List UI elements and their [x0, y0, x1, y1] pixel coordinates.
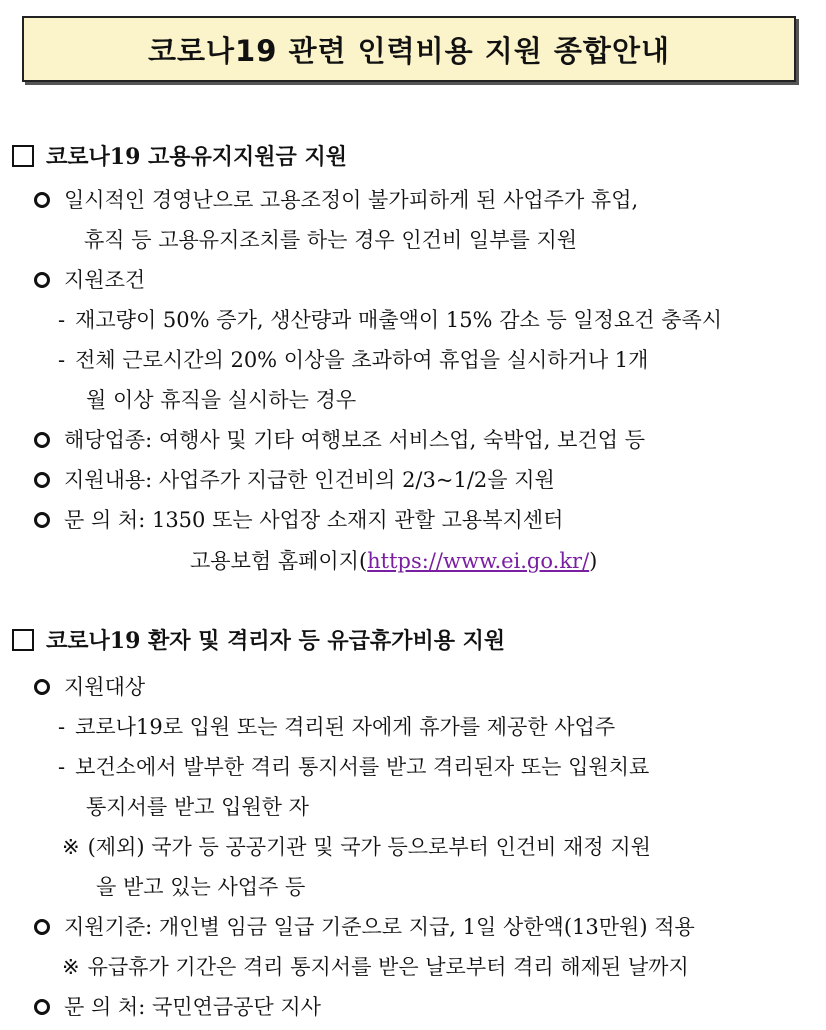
- target-text: 보건소에서 발부한 격리 통지서를 받고 격리된자 또는 입원치료: [75, 755, 650, 779]
- target-text: 통지서를 받고 입원한 자: [86, 795, 309, 819]
- section2-heading-text: 코로나19 환자 및 격리자 등 유급휴가비용 지원: [46, 628, 506, 654]
- section2-heading: [12, 626, 505, 656]
- section1-bullet1: [34, 185, 638, 215]
- page-title: 코로나19 관련 인력비용 지원 종합안내: [148, 33, 670, 68]
- section2-target2-cont: [86, 792, 309, 822]
- circle-bullet-icon: [34, 272, 50, 288]
- circle-bullet-icon: [34, 472, 50, 488]
- section2-bullet2: [34, 912, 695, 942]
- circle-bullet-icon: [34, 192, 50, 208]
- title-box: [22, 16, 796, 82]
- section1-heading-text: 코로나19 고용유지지원금 지원: [46, 144, 347, 170]
- bullet-text: 고용보험 홈페이지(: [190, 549, 368, 573]
- bullet-text: 지원대상: [64, 675, 146, 699]
- circle-bullet-icon: [34, 679, 50, 695]
- section1-cond1: [58, 305, 722, 335]
- bullet-text: 문 의 처: 1350 또는 사업장 소재지 관할 고용복지센터: [64, 508, 564, 532]
- section1-bullet4: [34, 465, 555, 495]
- section1-cond2: [58, 345, 648, 375]
- section1-bullet1-cont: [84, 225, 577, 255]
- circle-bullet-icon: [34, 999, 50, 1015]
- circle-bullet-icon: [34, 512, 50, 528]
- section1-bullet3: [34, 425, 645, 455]
- dash-mark: -: [58, 308, 66, 332]
- section2-target2: [58, 752, 649, 782]
- dash-mark: -: [58, 715, 66, 739]
- ei-homepage-link[interactable]: https://www.ei.go.kr/: [367, 549, 590, 573]
- note-text: (제외) 국가 등 공공기관 및 국가 등으로부터 인건비 재정 지원: [87, 835, 651, 859]
- square-bullet-icon: [12, 145, 34, 167]
- bullet-text: 지원기준: 개인별 임금 일급 기준으로 지급, 1일 상한액(13만원) 적용: [64, 915, 695, 939]
- section1-bullet5: [34, 505, 563, 535]
- reference-mark: ※: [62, 835, 80, 859]
- section2-note2: [62, 952, 689, 982]
- bullet-text: 일시적인 경영난으로 고용조정이 불가피하게 된 사업주가 휴업,: [64, 188, 639, 212]
- reference-mark: ※: [62, 955, 80, 979]
- bullet-text: ): [589, 549, 598, 573]
- target-text: 코로나19로 입원 또는 격리된 자에게 휴가를 제공한 사업주: [75, 715, 616, 739]
- section2-target1: [58, 712, 615, 742]
- dash-mark: -: [58, 755, 66, 779]
- bullet-text: 지원내용: 사업주가 지급한 인건비의 2/3~1/2을 지원: [64, 468, 555, 492]
- section1-heading: [12, 142, 347, 172]
- bullet-text: 문 의 처: 국민연금공단 지사: [64, 995, 321, 1019]
- dash-mark: -: [58, 348, 66, 372]
- bullet-text: 해당업종: 여행사 및 기타 여행보조 서비스업, 숙박업, 보건업 등: [64, 428, 645, 452]
- section1-bullet2: [34, 265, 145, 295]
- condition-text: 월 이상 휴직을 실시하는 경우: [86, 388, 357, 412]
- condition-text: 재고량이 50% 증가, 생산량과 매출액이 15% 감소 등 일정요건 충족시: [75, 308, 723, 332]
- circle-bullet-icon: [34, 432, 50, 448]
- section1-bullet5-cont: [190, 546, 597, 576]
- section1-cond2-cont: [86, 385, 356, 415]
- bullet-text: 지원조건: [64, 268, 146, 292]
- circle-bullet-icon: [34, 919, 50, 935]
- square-bullet-icon: [12, 629, 34, 651]
- condition-text: 전체 근로시간의 20% 이상을 초과하여 휴업을 실시하거나 1개: [75, 348, 649, 372]
- section2-bullet3: [34, 992, 321, 1022]
- section2-bullet1: [34, 672, 145, 702]
- bullet-text: 휴직 등 고용유지조치를 하는 경우 인건비 일부를 지원: [84, 228, 578, 252]
- note-text: 을 받고 있는 사업주 등: [96, 875, 306, 899]
- section2-exclude-cont: [96, 872, 305, 902]
- section2-exclude: [62, 832, 651, 862]
- note-text: 유급휴가 기간은 격리 통지서를 받은 날로부터 격리 해제된 날까지: [87, 955, 689, 979]
